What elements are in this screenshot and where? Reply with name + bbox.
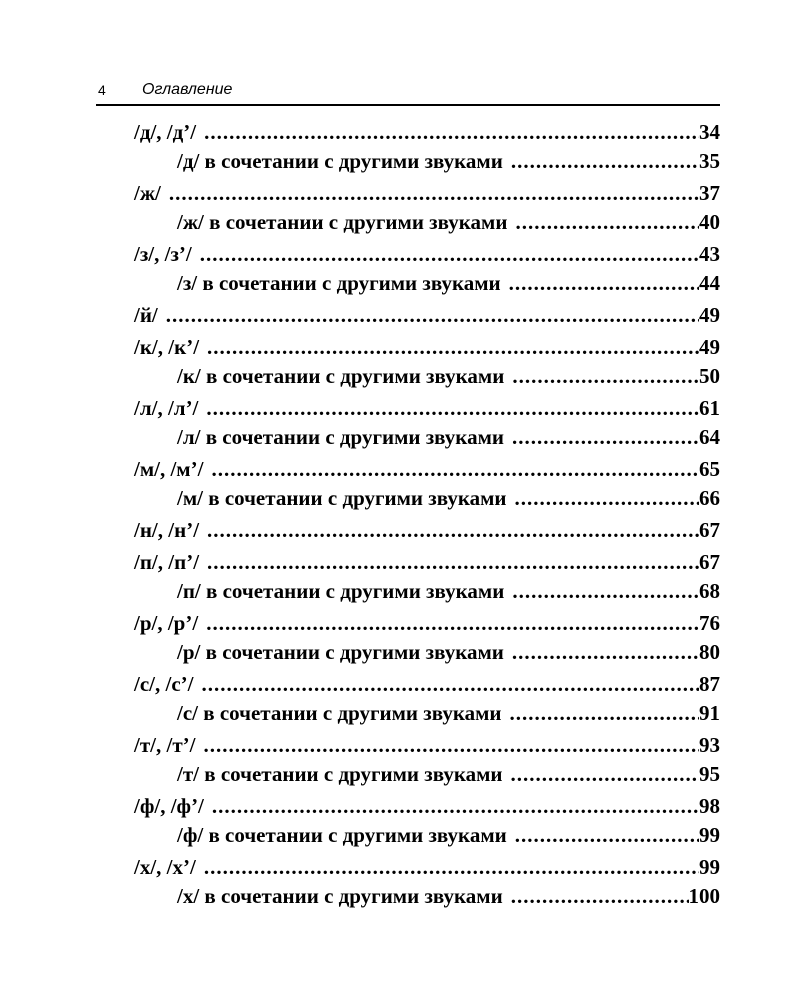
dot-leader — [207, 548, 699, 577]
dot-leader — [200, 240, 699, 269]
toc-subentry — [134, 269, 720, 298]
toc-entry-page: 61 — [699, 396, 720, 420]
toc-entry-page: 49 — [699, 303, 720, 327]
toc-entry-label: /ф/, /ф’/ — [134, 794, 204, 818]
toc-group — [134, 853, 720, 911]
toc-entry — [134, 853, 720, 882]
toc-entry-label: /м/, /м’/ — [134, 457, 204, 481]
dot-leader — [201, 670, 699, 699]
toc-subentry-page: 66 — [699, 486, 720, 510]
toc-subentry — [134, 362, 720, 391]
toc-entry — [134, 333, 720, 362]
toc-entry-page: 99 — [699, 855, 720, 879]
toc-subentry-label: /т/ в сочетании с другими звуками — [177, 762, 503, 786]
toc-subentry-label: /з/ в сочетании с другими звуками — [177, 271, 501, 295]
toc-entry-page: 67 — [699, 550, 720, 574]
toc-entry-page: 43 — [699, 242, 720, 266]
toc-entry-label: /ж/ — [134, 181, 161, 205]
toc-subentry-label: /л/ в сочетании с другими звуками — [177, 425, 504, 449]
toc-subentry — [134, 760, 720, 789]
section-title: Оглавление — [142, 81, 233, 98]
toc-group — [134, 670, 720, 728]
dot-leader — [515, 484, 699, 513]
dot-leader — [511, 760, 699, 789]
toc-subentry-page: 64 — [699, 425, 720, 449]
toc-subentry — [134, 821, 720, 850]
toc-group — [134, 731, 720, 789]
dot-leader — [207, 516, 699, 545]
toc-subentry-page: 80 — [699, 640, 720, 664]
dot-leader — [512, 577, 699, 606]
running-head — [96, 80, 720, 106]
toc-entry-label: /п/, /п’/ — [134, 550, 200, 574]
toc-entry-page: 93 — [699, 733, 720, 757]
toc-entry-page: 87 — [699, 672, 720, 696]
toc-group — [134, 118, 720, 176]
dot-leader — [211, 455, 699, 484]
toc-entry-label: /д/, /д’/ — [134, 120, 197, 144]
toc-entry-page: 49 — [699, 335, 720, 359]
toc-subentry — [134, 882, 720, 911]
toc-subentry — [134, 638, 720, 667]
toc-subentry-label: /к/ в сочетании с другими звуками — [177, 364, 505, 388]
toc-subentry-label: /д/ в сочетании с другими звуками — [177, 149, 503, 173]
toc-entry-label: /й/ — [134, 303, 158, 327]
dot-leader — [204, 118, 699, 147]
toc-entry-label: /х/, /х’/ — [134, 855, 196, 879]
toc-entry-label: /к/, /к’/ — [134, 335, 200, 359]
dot-leader — [169, 179, 699, 208]
toc-entry — [134, 179, 720, 208]
dot-leader — [206, 609, 699, 638]
toc-subentry-page: 35 — [699, 149, 720, 173]
toc-subentry-page: 50 — [699, 364, 720, 388]
toc-subentry-label: /р/ в сочетании с другими звуками — [177, 640, 504, 664]
toc-subentry — [134, 423, 720, 452]
dot-leader — [206, 394, 699, 423]
toc-entry — [134, 548, 720, 577]
toc-entry-label: /р/, /р’/ — [134, 611, 199, 635]
toc-group — [134, 179, 720, 237]
toc-subentry — [134, 484, 720, 513]
toc-entry — [134, 240, 720, 269]
toc-entry — [134, 301, 720, 330]
toc-entry-label: /н/, /н’/ — [134, 518, 200, 542]
toc-entry — [134, 731, 720, 760]
toc-subentry-page: 68 — [699, 579, 720, 603]
toc-subentry — [134, 699, 720, 728]
toc-entry — [134, 118, 720, 147]
toc-entry-label: /з/, /з’/ — [134, 242, 192, 266]
dot-leader — [510, 699, 699, 728]
toc-subentry-label: /ж/ в сочетании с другими звуками — [177, 210, 508, 234]
toc-group — [134, 455, 720, 513]
toc-subentry — [134, 577, 720, 606]
dot-leader — [515, 821, 699, 850]
toc-subentry — [134, 147, 720, 176]
toc-entry — [134, 609, 720, 638]
toc-entry-label: /т/, /т’/ — [134, 733, 196, 757]
toc-entry-page: 65 — [699, 457, 720, 481]
dot-leader — [512, 423, 699, 452]
dot-leader — [207, 333, 699, 362]
toc-entry — [134, 670, 720, 699]
toc-entry-label: /с/, /с’/ — [134, 672, 194, 696]
dot-leader — [512, 362, 699, 391]
page-number: 4 — [98, 82, 106, 98]
table-of-contents — [134, 118, 720, 914]
toc-subentry — [134, 208, 720, 237]
dot-leader — [166, 301, 699, 330]
dot-leader — [512, 638, 699, 667]
toc-group — [134, 516, 720, 545]
toc-entry — [134, 394, 720, 423]
toc-entry — [134, 455, 720, 484]
toc-entry-label: /л/, /л’/ — [134, 396, 199, 420]
toc-entry-page: 67 — [699, 518, 720, 542]
toc-entry-page: 98 — [699, 794, 720, 818]
toc-subentry-label: /х/ в сочетании с другими звуками — [177, 884, 503, 908]
dot-leader — [511, 882, 689, 911]
toc-group — [134, 609, 720, 667]
toc-entry-page: 34 — [699, 120, 720, 144]
toc-entry-page: 37 — [699, 181, 720, 205]
toc-subentry-label: /с/ в сочетании с другими звуками — [177, 701, 502, 725]
toc-group — [134, 333, 720, 391]
toc-group — [134, 548, 720, 606]
toc-group — [134, 240, 720, 298]
toc-subentry-label: /м/ в сочетании с другими звуками — [177, 486, 507, 510]
toc-subentry-page: 44 — [699, 271, 720, 295]
toc-entry — [134, 516, 720, 545]
toc-subentry-page: 100 — [688, 884, 720, 908]
toc-group — [134, 394, 720, 452]
dot-leader — [204, 853, 699, 882]
dot-leader — [509, 269, 699, 298]
toc-subentry-page: 91 — [699, 701, 720, 725]
toc-group — [134, 792, 720, 850]
dot-leader — [515, 208, 699, 237]
toc-entry-page: 76 — [699, 611, 720, 635]
toc-subentry-page: 95 — [699, 762, 720, 786]
dot-leader — [203, 731, 699, 760]
dot-leader — [212, 792, 699, 821]
toc-subentry-page: 99 — [699, 823, 720, 847]
toc-entry — [134, 792, 720, 821]
toc-subentry-page: 40 — [699, 210, 720, 234]
toc-subentry-label: /п/ в сочетании с другими звуками — [177, 579, 505, 603]
toc-subentry-label: /ф/ в сочетании с другими звуками — [177, 823, 507, 847]
toc-group — [134, 301, 720, 330]
dot-leader — [511, 147, 699, 176]
